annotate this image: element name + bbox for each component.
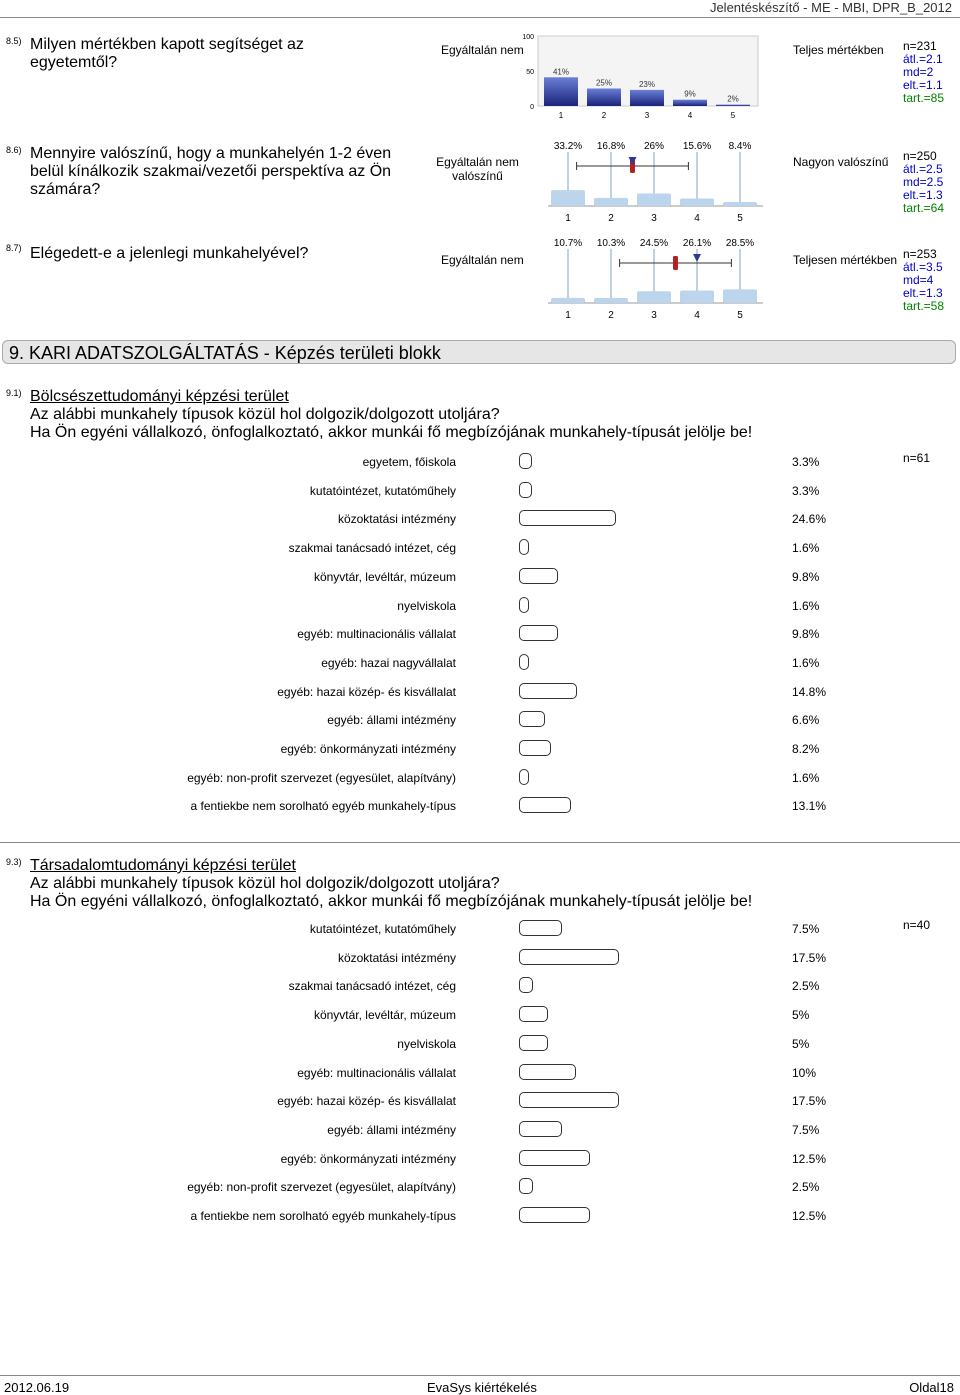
option-percent: 10% [792,1065,817,1080]
option-percent: 7.5% [792,1122,820,1137]
question-note: Ha Ön egyéni vállalkozó, önfoglalkoztató, akkor munkái fő megbízójának munkahely-típusát jelölje be! [30,424,753,441]
distribution-bar [551,298,585,303]
option-label: szakmai tanácsadó intézet, cég [288,541,456,556]
stat-n: n=250 [903,149,937,163]
median-marker [629,157,637,165]
percent-label: 10.7% [553,238,583,249]
option-percent: 17.5% [792,1094,827,1109]
option-label: közoktatási intézmény [337,512,456,527]
option-bar [519,510,616,526]
x-tick-label: 2 [601,111,607,120]
footer-center: EvaSys kiértékelés [427,1380,537,1395]
option-row [0,711,900,731]
stat-mean: átl.=2.5 [903,162,943,176]
mean-marker [673,256,678,270]
option-percent: 14.8% [792,684,827,699]
option-label: egyéb: hazai nagyvállalat [321,655,456,670]
option-bar [519,1064,576,1080]
option-bar [519,453,532,469]
stat-abstain: tart.=64 [903,201,945,215]
option-percent: 7.5% [792,922,820,936]
option-label: egyéb: önkormányzati intézmény [280,1151,456,1166]
option-percent: 9.8% [792,569,820,584]
bar-data-label: 41% [552,67,570,77]
option-bar [519,597,529,613]
question-title: Milyen mértékben kapott segítséget az egyetemtől? [30,36,304,71]
option-bar [519,977,533,993]
section-header: 9. KARI ADATSZOLGÁLTATÁS - Képzés területi blokk [2,340,956,364]
option-row [0,740,900,760]
option-bar [519,740,551,756]
option-percent: 2.5% [792,979,820,994]
option-row [0,977,900,997]
option-label: szakmai tanácsadó intézet, cég [288,979,456,994]
option-label: könyvtár, levéltár, múzeum [313,569,456,584]
option-percent: 6.6% [792,713,820,728]
x-tick-label: 3 [651,213,657,224]
histogram-bar [544,77,578,106]
distribution-bar [551,190,585,206]
stat-n: n=40 [903,918,931,932]
option-label: kutatóintézet, kutatóműhely [309,922,456,936]
histogram-bar [630,90,664,106]
option-bar [519,654,529,670]
option-label: egyéb: multinacionális vállalat [297,627,456,642]
option-label: közoktatási intézmény [337,950,456,965]
option-row [0,482,900,502]
stat-abstain: tart.=85 [903,91,945,105]
option-row [0,1207,900,1227]
stat-n: n=61 [903,451,931,465]
option-bar [519,711,545,727]
option-percent: 3.3% [792,483,820,498]
question-block [30,388,930,442]
distribution-bar [594,298,628,303]
x-tick-label: 1 [565,213,571,224]
x-tick-label: 1 [558,111,564,120]
option-bar [519,920,562,936]
option-label: a fentiekbe nem sorolható egyéb munkahely-típus [190,1209,456,1223]
x-tick-label: 3 [644,111,650,120]
question-title: Elégedett-e a jelenlegi munkahelyével? [30,245,309,262]
question-number: 8.7) [6,243,22,253]
footer-page: Oldal18 [909,1380,954,1395]
distribution-bar [680,290,714,303]
option-label: egyéb: multinacionális vállalat [297,1065,456,1080]
x-tick-label: 3 [651,310,657,321]
y-tick-label: 100 [522,34,534,41]
option-bar [519,683,577,699]
option-label: nyelviskola [397,1036,456,1051]
option-row [0,683,900,703]
percent-label: 26.1% [682,238,712,249]
scale-right-label: Teljesen mértékben [793,253,898,267]
option-percent: 1.6% [792,598,820,613]
option-list [0,453,900,833]
option-row [0,920,900,940]
option-row [0,654,900,674]
question-number: 8.6) [6,145,22,155]
x-tick-label: 5 [730,111,736,120]
option-bar [519,1150,590,1166]
option-percent: 5% [792,1036,810,1051]
option-row [0,1035,900,1055]
bar-data-label: 2% [727,94,739,104]
distribution-bar [680,199,714,206]
percent-label: 24.5% [639,238,669,249]
footer-date: 2012.06.19 [4,1380,70,1395]
option-bar [519,539,529,555]
histogram-bar [673,100,707,106]
option-label: egyéb: állami intézmény [327,713,456,728]
option-label: könyvtár, levéltár, múzeum [313,1008,456,1023]
distribution-bar [594,198,628,206]
question-note: Ha Ön egyéni vállalkozó, önfoglalkoztató, akkor munkái fő megbízójának munkahely-típusát jelölje be! [30,893,753,910]
scale-left-label: Egyáltalán nem [441,253,524,267]
option-row [0,1150,900,1170]
option-percent: 8.2% [792,742,820,756]
question-number: 9.3) [6,857,22,867]
distribution-bar [637,291,671,303]
stat-n: n=231 [903,39,937,53]
option-bar [519,1121,562,1137]
question-subtitle: Az alábbi munkahely típusok közül hol dolgozik/dolgozott utoljára? [30,406,500,423]
percent-label: 33.2% [553,141,583,152]
option-percent: 1.6% [792,770,820,785]
option-row [0,769,900,789]
y-tick-label: 0 [530,104,534,111]
stats-block [903,40,944,105]
option-label: kutatóintézet, kutatóműhely [309,483,456,498]
option-label: egyéb: állami intézmény [327,1122,456,1137]
median-marker [693,254,701,262]
question-number: 8.5) [6,36,22,46]
scale-left-label: Egyáltalán nem [441,43,524,57]
stat-sd: elt.=1.1 [903,78,943,92]
option-row [0,1092,900,1112]
option-row [0,568,900,588]
question-block [30,857,930,911]
percent-label: 16.8% [596,141,626,152]
option-percent: 1.6% [792,541,820,556]
histogram-chart-q85 [520,32,765,122]
option-bar [519,482,532,498]
option-label: egyéb: hazai közép- és kisvállalat [277,684,456,699]
question-number: 9.1) [6,388,22,398]
option-percent: 1.6% [792,655,820,670]
option-percent: 2.5% [792,1180,820,1195]
option-percent: 9.8% [792,627,820,642]
option-label: egyéb: hazai közép- és kisvállalat [277,1094,456,1109]
stat-median: md=2 [903,65,934,79]
option-row [0,597,900,617]
report-header-title: Jelentéskészítő - ME - MBI, DPR_B_2012 [709,0,952,15]
option-row [0,1064,900,1084]
option-label: nyelviskola [397,598,456,613]
percent-label: 10.3% [596,238,626,249]
stat-median: md=2.5 [903,175,944,189]
bar-data-label: 25% [595,78,613,88]
percent-label: 26% [643,141,665,152]
stat-sd: elt.=1.3 [903,188,943,202]
divider [0,842,960,843]
option-label: egyéb: non-profit szervezet (egyesület, alapítvány) [187,770,456,785]
x-tick-label: 5 [737,310,743,321]
stat-mean: átl.=3.5 [903,260,943,274]
option-list [0,920,900,1240]
question-title: Mennyire valószínű, hogy a munkahelyén 1-2 éven belül kínálkozik szakmai/vezetői perspektíva az Ön számára? [30,145,392,198]
option-label: egyéb: önkormányzati intézmény [280,742,456,756]
histogram-bar [587,89,621,107]
bar-data-label: 23% [638,79,656,89]
option-bar [519,797,571,813]
option-label: egyéb: non-profit szervezet (egyesület, alapítvány) [187,1180,456,1195]
distribution-bar [723,202,757,206]
option-bar [519,949,619,965]
option-percent: 5% [792,1008,810,1023]
distribution-chart-q87 [540,235,770,325]
option-row [0,1006,900,1026]
x-tick-label: 5 [737,213,743,224]
option-row [0,1178,900,1198]
histogram-bar [716,105,750,106]
option-bar [519,568,558,584]
option-percent: 24.6% [792,512,827,527]
option-row [0,797,900,817]
scale-right-label: Nagyon valószínű [793,155,889,169]
option-percent: 3.3% [792,455,820,469]
question-title: Társadalomtudományi képzési terület [30,857,296,874]
x-tick-label: 2 [608,310,614,321]
option-row [0,625,900,645]
distribution-bar [637,194,671,206]
option-bar [519,1207,590,1223]
option-row [0,539,900,559]
option-percent: 17.5% [792,950,827,965]
x-tick-label: 2 [608,213,614,224]
stat-mean: átl.=2.1 [903,52,943,66]
question-subtitle: Az alábbi munkahely típusok közül hol dolgozik/dolgozott utoljára? [30,875,500,892]
option-percent: 13.1% [792,799,827,814]
option-label: egyetem, főiskola [362,455,456,469]
percent-label: 28.5% [725,238,755,249]
scale-left-label: Egyáltalán nem valószínű [436,155,519,183]
option-row [0,453,900,473]
option-bar [519,1006,548,1022]
stat-abstain: tart.=58 [903,299,945,313]
option-row [0,949,900,969]
stats-block [903,248,944,313]
option-percent: 12.5% [792,1151,827,1166]
distribution-bar [723,289,757,303]
bar-data-label: 9% [684,89,696,99]
stat-median: md=4 [903,273,934,287]
option-percent: 12.5% [792,1209,827,1223]
header-divider [0,17,960,18]
option-row [0,1121,900,1141]
distribution-chart-q86 [540,138,770,228]
x-tick-label: 4 [687,111,693,120]
x-tick-label: 4 [694,310,700,321]
option-bar [519,625,558,641]
percent-label: 15.6% [682,141,712,152]
question-title: Bölcsészettudományi képzési terület [30,388,289,405]
option-bar [519,1035,548,1051]
option-bar [519,1178,533,1194]
option-label: a fentiekbe nem sorolható egyéb munkahely-típus [190,799,456,814]
percent-label: 8.4% [728,141,752,152]
footer-divider [0,1375,960,1376]
y-tick-label: 50 [526,69,534,76]
option-bar [519,769,529,785]
option-row [0,510,900,530]
x-tick-label: 1 [565,310,571,321]
stat-n: n=253 [903,247,937,261]
stats-block [903,150,944,215]
option-bar [519,1092,619,1108]
x-tick-label: 4 [694,213,700,224]
stat-sd: elt.=1.3 [903,286,943,300]
scale-right-label: Teljes mértékben [793,43,884,57]
